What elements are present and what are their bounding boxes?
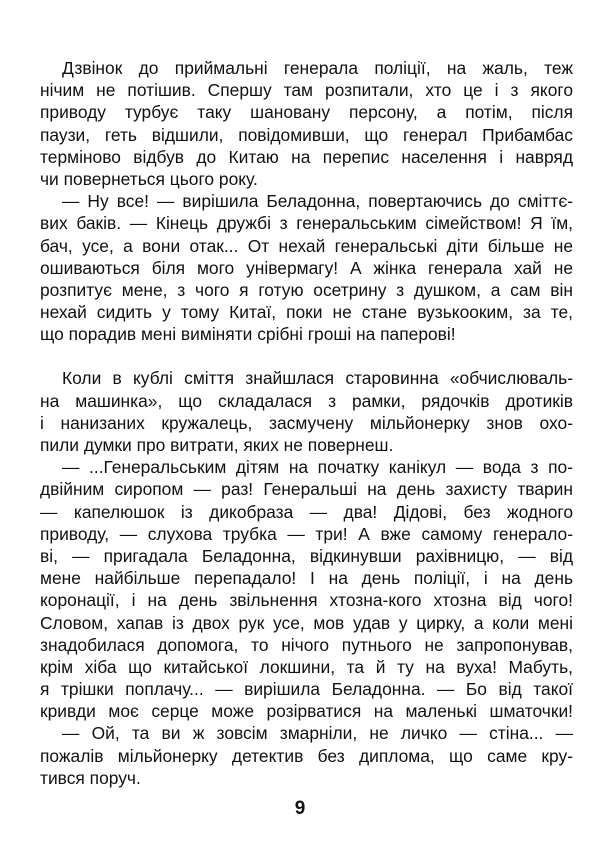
paragraph-general-call [40,57,573,190]
text-line: пили думки про витрати, яких не повернеш. [40,435,394,455]
text-line: — Ой, та ви ж зовсім змарніли, не личко — стіна... — [62,723,573,744]
text-line: чи повернеться цього року. [40,168,258,189]
text-line: терміново відбув до Китаю на перепис населення і навряд [40,146,573,167]
text-line: крім хіба що китайської локшини, та й ту на вуха! Мабуть, [40,656,573,677]
page-number: 9 [294,798,306,819]
text-line: розпитує мене, з чого я готую осетрину з душком, а сам він [40,279,573,300]
text-line: приводу, — слухова трубка — три! А вже самому генерало- [40,523,573,544]
text-line: — капелюшок із дикобраза — два! Дідові, без жодного [40,501,573,522]
text-line: Словом, хапав із двох рук усе, мов удав у цирку, а коли мені [40,612,573,633]
text-line: паузи, геть відшили, повідомивши, що генерал Прибамбас [40,124,573,145]
text-line: нехай сидить у тому Китаї, поки не стане вузькооким, за те, [40,302,573,323]
text-line: ві, — пригадала Беладонна, відкинувши рахівницю, — від [40,545,573,566]
text-line: коронації, і на день звільнення хтозна-кого хтозна від чого! [40,590,573,611]
text-line: приводу турбує таку шановану персону, а потім, після [40,102,573,123]
text-line: кривди моє серце може розірватися на маленькі шматочки! [40,701,573,722]
book-page-text [40,57,573,789]
paragraph-calculating-machine [40,367,573,456]
text-line: двійним сиропом — раз! Генеральші на день захисту тварин [40,479,573,500]
text-line: бач, усе, а вони отак... От нехай генеральські діти більше не [40,235,573,256]
text-line: пожалів мільйонерку детектив без диплома, що саме кру- [40,745,573,766]
text-line: вих баків. — Кінець дружбі з генеральським сімейством! Я їм, [40,213,573,234]
section-break [40,345,573,367]
text-line: — Ну все! — вирішила Беладонна, повертаючись до сміттє- [62,191,573,212]
paragraph-detective-remark [40,722,573,789]
text-line: що порадив мені виміняти срібні гроші на паперові! [40,324,456,345]
text-line: я трішки поплачу... — вирішила Беладонна. — Бо від такої [40,679,573,700]
text-line: нічим не потішив. Спершу там розпитали, хто це і з якого [40,80,573,101]
text-line: і нанизаних кружалець, засмучену мільйонерку знов охо- [40,412,573,433]
text-line: тився поруч. [40,767,141,788]
text-line: Коли в кублі сміття знайшлася старовинна «обчислюваль- [62,368,573,389]
text-line: — ...Генеральським дітям на початку канікул — вода з по- [62,457,573,478]
text-line: знадобилася допомога, то нічого путнього не запропонував, [40,634,573,655]
text-line: Дзвінок до приймальні генерала поліції, на жаль, теж [62,58,573,78]
paragraph-expenses-monologue [40,456,573,722]
text-line: ошиваються біля мого універмагу! А жінка генерала хай не [40,257,573,278]
text-line: на машинка», що складалася з рамки, рядочків дротиків [40,390,573,411]
paragraph-beladonna-decision [40,190,573,345]
text-line: мене найбільше перепадало! І на день поліції, і на день [40,568,573,589]
